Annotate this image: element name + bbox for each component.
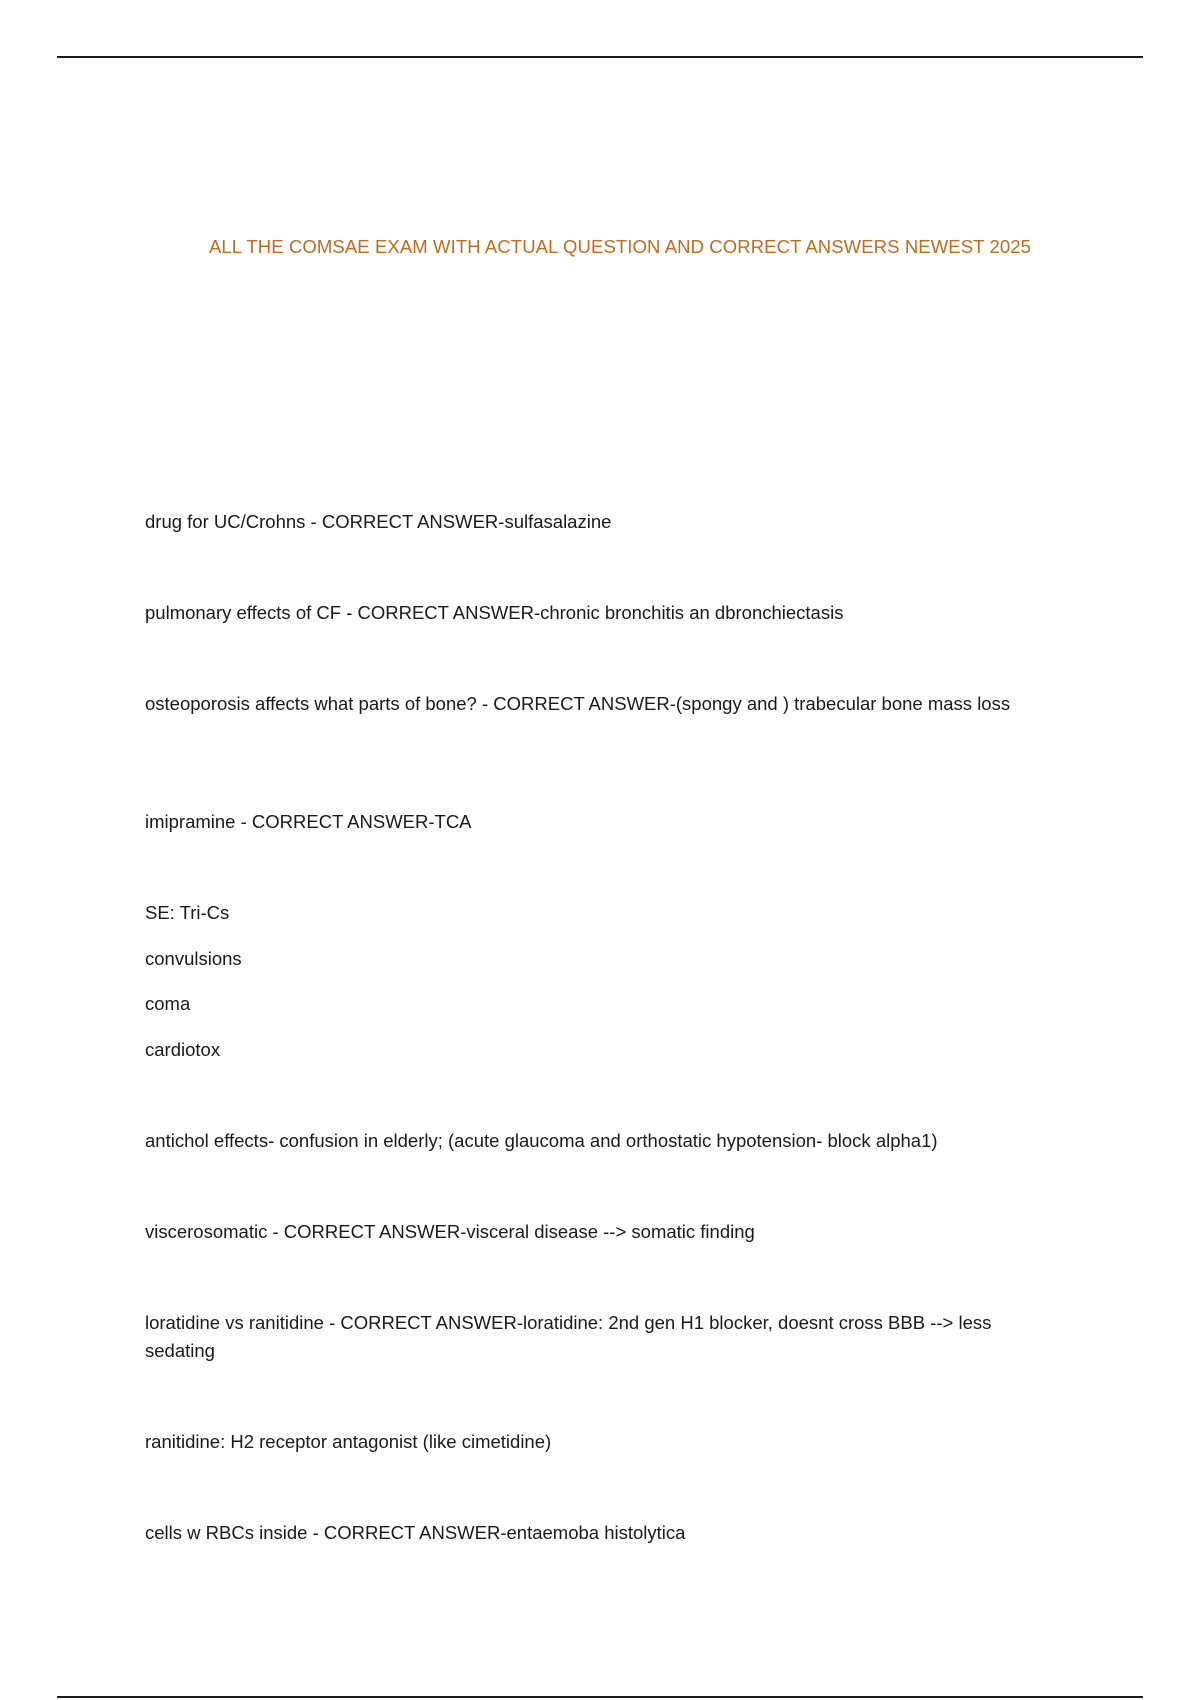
qa-line: coma <box>145 993 191 1014</box>
qa-line: cardiotox <box>145 1039 221 1060</box>
qa-line: SE: Tri-Cs <box>145 902 230 923</box>
qa-line: osteoporosis affects what parts of bone? - CORRECT ANSWER-(spongy and ) trabecular bone mass loss <box>145 693 1011 714</box>
qa-line: drug for UC/Crohns - CORRECT ANSWER-sulfasalazine <box>145 511 612 532</box>
qa-line: viscerosomatic - CORRECT ANSWER-visceral disease --> somatic finding <box>145 1221 755 1242</box>
qa-line: cells w RBCs inside - CORRECT ANSWER-entaemoba histolytica <box>145 1522 686 1543</box>
header-rule <box>57 56 1143 58</box>
document-title: ALL THE COMSAE EXAM WITH ACTUAL QUESTION AND CORRECT ANSWERS NEWEST 2025 <box>208 236 1032 257</box>
qa-line: ranitidine: H2 receptor antagonist (like cimetidine) <box>145 1431 552 1452</box>
qa-line: imipramine - CORRECT ANSWER-TCA <box>145 811 472 832</box>
footer-rule <box>57 1696 1143 1698</box>
qa-line: pulmonary effects of CF - CORRECT ANSWER-chronic bronchitis an dbronchiectasis <box>145 602 844 623</box>
qa-line: antichol effects- confusion in elderly; (acute glaucoma and orthostatic hypotension- block alpha1) <box>145 1130 938 1151</box>
qa-line: loratidine vs ranitidine - CORRECT ANSWER-loratidine: 2nd gen H1 blocker, doesnt cross BBB --> less sedating <box>145 1312 992 1361</box>
qa-line: convulsions <box>145 948 242 969</box>
